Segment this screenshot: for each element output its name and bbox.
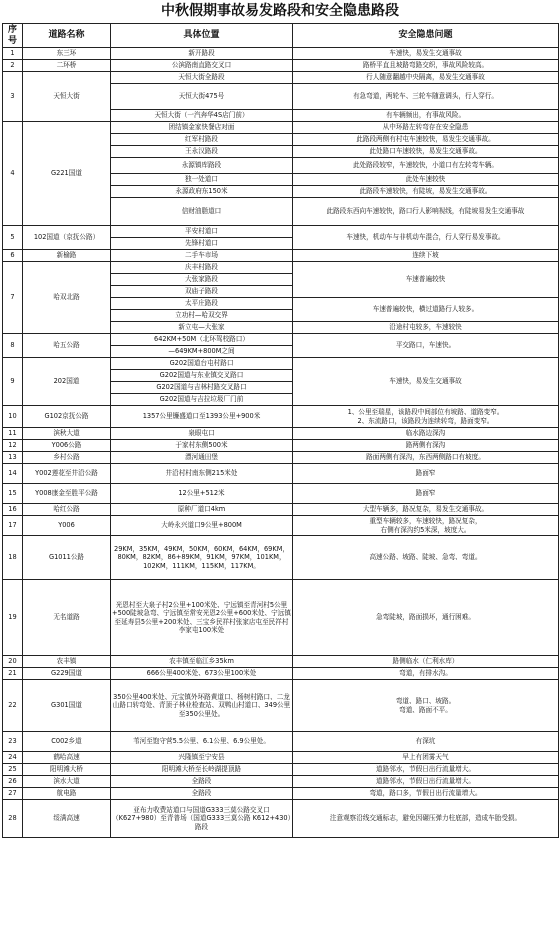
hazard-cell: 急弯陡坡，路面损坏，通行困难。	[293, 580, 559, 656]
row-number: 26	[3, 776, 23, 788]
road-name: G102京抚公路	[23, 406, 111, 428]
row-number: 2	[3, 60, 23, 72]
road-name: 滨秋大道	[23, 428, 111, 440]
table-row	[3, 464, 559, 484]
table-row	[3, 680, 559, 732]
road-name: G229国道	[23, 668, 111, 680]
header-no: 序号	[3, 24, 23, 48]
table-row	[3, 334, 559, 346]
location-cell: 大张家路段	[111, 274, 293, 286]
table-row	[3, 504, 559, 516]
hazard-cell: 连续下坡	[293, 250, 559, 262]
road-name: 天恒大街	[23, 72, 111, 122]
row-number: 18	[3, 536, 23, 580]
location-cell: 永源政府东150米	[111, 186, 293, 198]
hazard-table	[2, 23, 559, 838]
table-header-row	[3, 24, 559, 48]
location-cell: 兴隆镇至宁安县	[111, 752, 293, 764]
table-row	[3, 580, 559, 656]
road-name: 新榆路	[23, 250, 111, 262]
table-row	[3, 250, 559, 262]
road-name: 二环桥	[23, 60, 111, 72]
location-cell: 全路段	[111, 788, 293, 800]
hazard-cell: 此路段车速较快，有陡坡，易发生交通事故。	[293, 186, 559, 198]
table-body	[3, 48, 559, 838]
row-number: 1	[3, 48, 23, 60]
hazard-cell: 车速普遍较快	[293, 262, 559, 298]
row-number: 23	[3, 732, 23, 752]
road-name: G221国道	[23, 122, 111, 226]
table-row	[3, 428, 559, 440]
hazard-cell: 路面窄	[293, 484, 559, 504]
road-name: 哈五公路	[23, 334, 111, 358]
header-hazard: 安全隐患问题	[293, 24, 559, 48]
road-name: 乡村公路	[23, 452, 111, 464]
location-cell: 团结镇金家快餐店对面	[111, 122, 293, 134]
header-location: 具体位置	[111, 24, 293, 48]
location-cell: 太平庄路段	[111, 298, 293, 310]
hazard-cell: 有深坑	[293, 732, 559, 752]
location-cell: G202国道与吉拉垃圾厂门前	[111, 394, 293, 406]
row-number: 12	[3, 440, 23, 452]
hazard-cell: 沿途村屯较多，车速较快	[293, 322, 559, 334]
table-row	[3, 788, 559, 800]
table-row	[3, 800, 559, 838]
row-number: 19	[3, 580, 23, 656]
location-cell: 全路段	[111, 776, 293, 788]
header-road: 道路名称	[23, 24, 111, 48]
location-cell: 泉眼屯口	[111, 428, 293, 440]
road-name: 哈双北路	[23, 262, 111, 334]
location-cell: 12公里+512米	[111, 484, 293, 504]
hazard-cell: 1、公里至瑞星，该路段中间部位有坡路、道路变窄。 2、东流路口，该路段为连续转弯，路面变窄。	[293, 406, 559, 428]
location-cell: 阳明滩大桥至长岭湖提顶路	[111, 764, 293, 776]
table-row	[3, 776, 559, 788]
hazard-cell: 路桥平直且坡路弯路交织，事故风险较高。	[293, 60, 559, 72]
row-number: 9	[3, 358, 23, 406]
location-cell: 天恒大街475号	[111, 84, 293, 110]
row-number: 16	[3, 504, 23, 516]
hazard-cell: 从中环路左转弯存在安全隐患	[293, 122, 559, 134]
hazard-cell: 弯道、路口、坡路。 弯道、路面不平。	[293, 680, 559, 732]
row-number: 5	[3, 226, 23, 250]
hazard-cell: 此路段东西向车速较快，路口行人影响视线，有陡坡易发生交通事故	[293, 198, 559, 226]
table-row	[3, 262, 559, 274]
hazard-cell: 弯道，路口多，节假日出行流量增大。	[293, 788, 559, 800]
row-number: 4	[3, 122, 23, 226]
row-number: 13	[3, 452, 23, 464]
location-cell: 先锋村道口	[111, 238, 293, 250]
road-name: 102国道（京抚公路）	[23, 226, 111, 250]
hazard-cell: 平交路口，车速快。	[293, 334, 559, 358]
table-row	[3, 72, 559, 84]
hazard-cell: 此路段两侧有村屯车速较快，易发生交通事故。	[293, 134, 559, 146]
page-title: 中秋假期事故易发路段和安全隐患路段	[161, 3, 399, 19]
location-cell: 天恒大街（一汽奔华4S店门前）	[111, 110, 293, 122]
location-cell: 29KM，35KM，49KM，50KM，60KM，64KM，69KM，80KM，82KM，86+89KM，91KM，97KM，101KM，102KM，111KM，115KM，117KM。	[111, 536, 293, 580]
row-number: 3	[3, 72, 23, 122]
table-row	[3, 226, 559, 238]
row-number: 24	[3, 752, 23, 764]
table-row	[3, 484, 559, 504]
hazard-cell: 路侧临水（仁利水库）	[293, 656, 559, 668]
location-cell: —649KM+800M之间	[111, 346, 293, 358]
location-cell: 农丰镇至临江乡35km	[111, 656, 293, 668]
hazard-cell: 早上有团雾天气	[293, 752, 559, 764]
road-name: 东三环	[23, 48, 111, 60]
location-cell: 亚布力收费站道口与国道G333三莫公路交叉口（K627+980）至青普场（国道G333三莫公路 K612+430）路段	[111, 800, 293, 838]
location-cell: 于家村东侧500米	[111, 440, 293, 452]
location-cell: 新开路段	[111, 48, 293, 60]
road-name: 202国道	[23, 358, 111, 406]
table-row	[3, 406, 559, 428]
location-cell: 王永汉路段	[111, 146, 293, 158]
location-cell: 大岭永兴道口9公里+800M	[111, 516, 293, 536]
road-name: 农丰镇	[23, 656, 111, 668]
row-number: 21	[3, 668, 23, 680]
location-cell: 信财油脂道口	[111, 198, 293, 226]
road-name: Y006	[23, 516, 111, 536]
hazard-cell: 此处车速较快	[293, 174, 559, 186]
location-cell: G202国道与东业镇交叉路口	[111, 370, 293, 382]
location-cell: 原种厂道口4km	[111, 504, 293, 516]
row-number: 27	[3, 788, 23, 800]
row-number: 25	[3, 764, 23, 776]
location-cell: 红军村路段	[111, 134, 293, 146]
location-cell: 立功村—哈双交界	[111, 310, 293, 322]
hazard-cell: 行人随意翻越中央隔离，易发生交通事故	[293, 72, 559, 84]
road-name: C002乡道	[23, 732, 111, 752]
row-number: 20	[3, 656, 23, 668]
table-row	[3, 358, 559, 370]
row-number: 7	[3, 262, 23, 334]
table-row	[3, 48, 559, 60]
table-row	[3, 60, 559, 72]
location-cell: 1357公里镰盛道口至1393公里+900米	[111, 406, 293, 428]
hazard-cell: 大型车辆多，路况复杂，易发生交通事故。	[293, 504, 559, 516]
road-name: 阳明滩大桥	[23, 764, 111, 776]
road-name: 鹤哈高速	[23, 752, 111, 764]
table-row	[3, 656, 559, 668]
road-name: 绥满高速	[23, 800, 111, 838]
table-row	[3, 122, 559, 134]
location-cell: 天恒大街全路段	[111, 72, 293, 84]
hazard-cell: 有车辆频出，有事故风险。	[293, 110, 559, 122]
table-row	[3, 536, 559, 580]
road-name: Y002莲花至井沿公路	[23, 464, 111, 484]
location-cell: 光恩村至大泉子村2公里+100米处、宁远镇至青河村5公里+500陡坡急弯、宁远镇至常安光恩2公里+600米处、宁远镇至延寿县5公里+200米处、三宝乡民祥村张家店屯至民祥村李家屯100米处	[111, 580, 293, 656]
row-number: 28	[3, 800, 23, 838]
location-cell: 苇河至饱守营5.5公里、6.1公里、6.9公里处。	[111, 732, 293, 752]
location-cell: 350公里400米处、元宝镇外环路黄道口、杨树村路口、二龙山路口转弯处、青顶子林业检查站、双鸭山村道口、349公里至350公里处。	[111, 680, 293, 732]
hazard-cell: 车速快，易发生交通事故	[293, 48, 559, 60]
road-name: 哈红公路	[23, 504, 111, 516]
hazard-cell: 重型车辆较多，车速较快，路况复杂， 右侧有深沟约5米深，坡度大。	[293, 516, 559, 536]
table-row	[3, 668, 559, 680]
location-cell: 漂河通田堡	[111, 452, 293, 464]
hazard-cell: 注意观察沿线交通标志，避免因碾压弹力柱底部，造成车胎受损。	[293, 800, 559, 838]
hazard-cell: 路两侧有深沟	[293, 440, 559, 452]
road-name: 无名道路	[23, 580, 111, 656]
location-cell: 井沿村村南东侧215米处	[111, 464, 293, 484]
hazard-cell: 路面窄	[293, 464, 559, 484]
location-cell: 新立屯—大张家	[111, 322, 293, 334]
location-cell: 永源镇库路段	[111, 158, 293, 174]
road-name: G1011公路	[23, 536, 111, 580]
row-number: 11	[3, 428, 23, 440]
row-number: 22	[3, 680, 23, 732]
location-cell: 642KM+50M（北环驾校路口）	[111, 334, 293, 346]
row-number: 15	[3, 484, 23, 504]
hazard-cell: 车速普遍较快，横过道路行人较多。	[293, 298, 559, 322]
road-name: 滨水大道	[23, 776, 111, 788]
hazard-cell: 有急弯道，两轮车、三轮车随意调头，行人穿行。	[293, 84, 559, 110]
road-name: G301国道	[23, 680, 111, 732]
table-row	[3, 516, 559, 536]
hazard-cell: 车速快，易发生交通事故	[293, 358, 559, 406]
location-cell: 双庙子路段	[111, 286, 293, 298]
location-cell: 666公里400米处、673公里100米处	[111, 668, 293, 680]
location-cell: G202国道台屯村路口	[111, 358, 293, 370]
hazard-cell: 弯道，有排水沟。	[293, 668, 559, 680]
location-cell: 平安村道口	[111, 226, 293, 238]
hazard-cell: 此处路口车速较快，易发生交通事故。	[293, 146, 559, 158]
table-row	[3, 764, 559, 776]
table-row	[3, 732, 559, 752]
hazard-cell: 路面两侧有深沟，东西两侧路口有坡度。	[293, 452, 559, 464]
hazard-cell: 车速快，机动车与非机动车混合，行人穿行易发事故。	[293, 226, 559, 250]
hazard-cell: 高速公路、坡路、陡坡、急弯、弯道。	[293, 536, 559, 580]
table-row	[3, 752, 559, 764]
row-number: 17	[3, 516, 23, 536]
hazard-cell: 道路邻水，节假日出行流量增大。	[293, 776, 559, 788]
row-number: 6	[3, 250, 23, 262]
hazard-cell: 临水路边深沟	[293, 428, 559, 440]
location-cell: 二手车市场	[111, 250, 293, 262]
location-cell: 独一处道口	[111, 174, 293, 186]
row-number: 10	[3, 406, 23, 428]
location-cell: 公滨路南直路交叉口	[111, 60, 293, 72]
location-cell: 庆丰村路段	[111, 262, 293, 274]
hazard-cell: 道路邻水，节假日出行流量增大。	[293, 764, 559, 776]
table-row	[3, 452, 559, 464]
row-number: 14	[3, 464, 23, 484]
road-name: Y008康金至胜平公路	[23, 484, 111, 504]
location-cell: G202国道与吉林村路交叉路口	[111, 382, 293, 394]
road-name: Y006公路	[23, 440, 111, 452]
road-name: 航电路	[23, 788, 111, 800]
hazard-cell: 此处路段较窄，车速较快，小道口有左转弯车辆。	[293, 158, 559, 174]
row-number: 8	[3, 334, 23, 358]
table-row	[3, 440, 559, 452]
